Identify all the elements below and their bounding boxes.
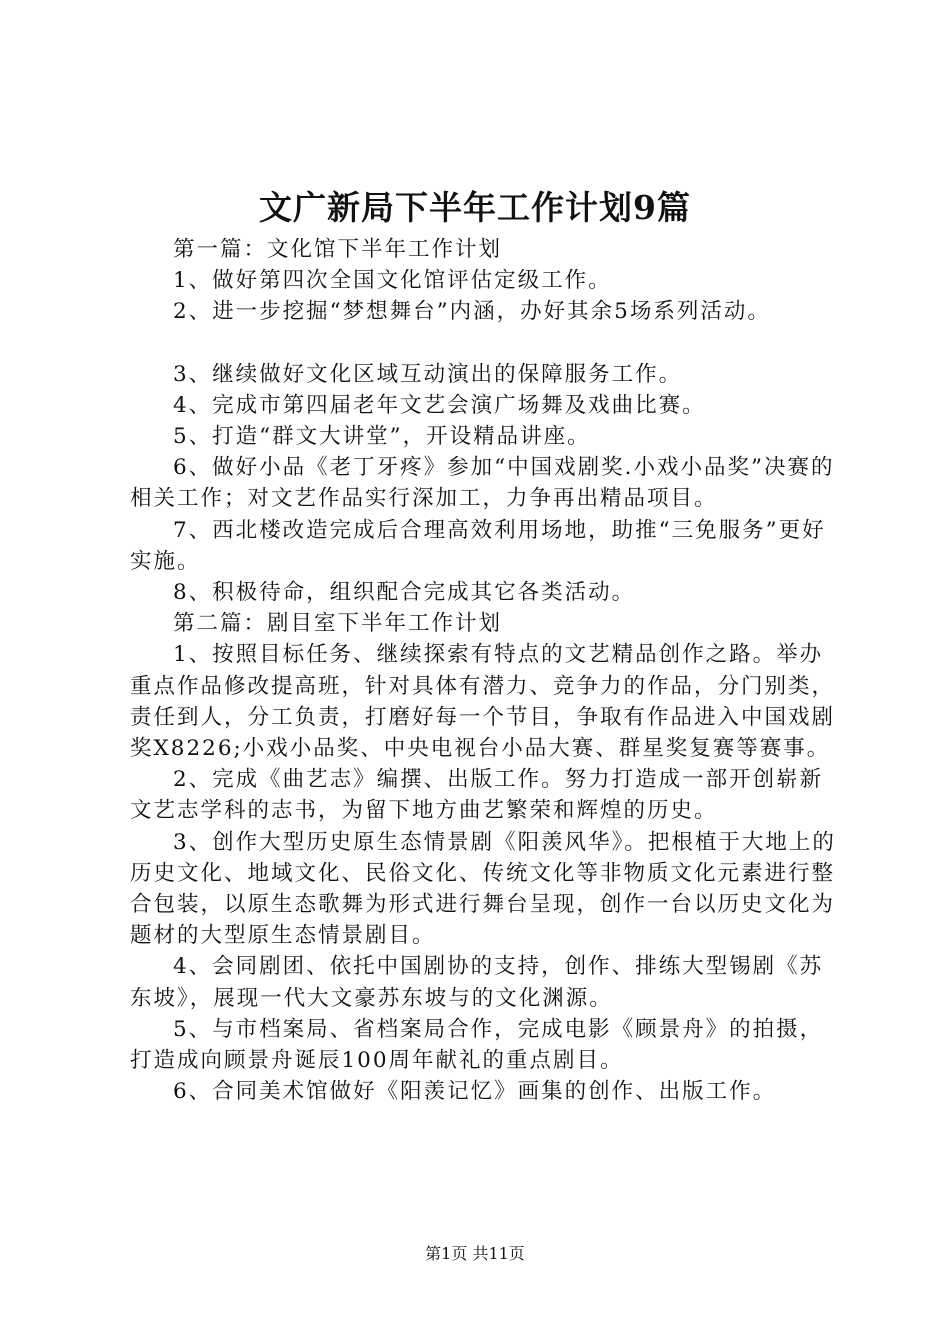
paragraph: 3、继续做好文化区域互动演出的保障服务工作。	[173, 361, 683, 387]
paragraph: 4、会同剧团、依托中国剧协的支持，创作、排练大型锡剧《苏东坡》，展现一代大文豪苏东坡与的文化渊源。	[130, 954, 824, 1011]
paragraph: 1、做好第四次全国文化馆评估定级工作。	[173, 268, 612, 294]
paragraph: 8、积极待命，组织配合完成其它各类活动。	[173, 580, 636, 606]
paragraph: 5、打造“群文大讲堂”，开设精品讲座。	[173, 424, 591, 450]
paragraph: 7、西北楼改造完成后合理高效利用场地，助推“三免服务”更好实施。	[130, 517, 826, 574]
paragraph: 1、按照目标任务、继续探索有特点的文艺精品创作之路。举办重点作品修改提高班，针对具体有潜力、竞争力的作品，分门别类，责任到人，分工负责，打磨好每一个节目，争取有作品进入中国戏剧奖X8226;小戏小品奖、中央电视台小品大赛、群星奖复赛等赛事。	[130, 642, 836, 762]
section-heading: 第二篇：剧目室下半年工作计划	[173, 611, 503, 637]
paragraph: 6、合同美术馆做好《阳羡记忆》画集的创作、出版工作。	[173, 1079, 777, 1105]
section-heading: 第一篇：文化馆下半年工作计划	[173, 237, 503, 262]
paragraph: 2、完成《曲艺志》编撰、出版工作。努力打造成一部开创崭新文艺志学科的志书，为留下地方曲艺繁荣和辉煌的历史。	[130, 767, 824, 824]
paragraph: 3、创作大型历史原生态情景剧《阳羡风华》。把根植于大地上的历史文化、地域文化、民俗文化、传统文化等非物质文化元素进行整合包装，以原生态歌舞为形式进行舞台呈现，创作一台以历史文化为题材的大型原生态情景剧目。	[130, 829, 836, 949]
paragraph: 4、完成市第四届老年文艺会演广场舞及戏曲比赛。	[173, 392, 706, 418]
document-body	[130, 234, 840, 1107]
paragraph: 6、做好小品《老丁牙疼》参加“中国戏剧奖.小戏小品奖”决赛的相关工作；对文艺作品实行深加工，力争再出精品项目。	[130, 455, 835, 512]
paragraph: 5、与市档案局、省档案局合作，完成电影《顾景舟》的拍摄，打造成向顾景舟诞辰100周年献礼的重点剧目。	[130, 1016, 824, 1074]
paragraph: 2、进一步挖掘“梦想舞台”内涵，办好其余5场系列活动。	[173, 299, 771, 325]
document-title: 文广新局下半年工作计划9篇	[259, 188, 691, 227]
page-footer: 第1页 共11页	[425, 1244, 525, 1263]
